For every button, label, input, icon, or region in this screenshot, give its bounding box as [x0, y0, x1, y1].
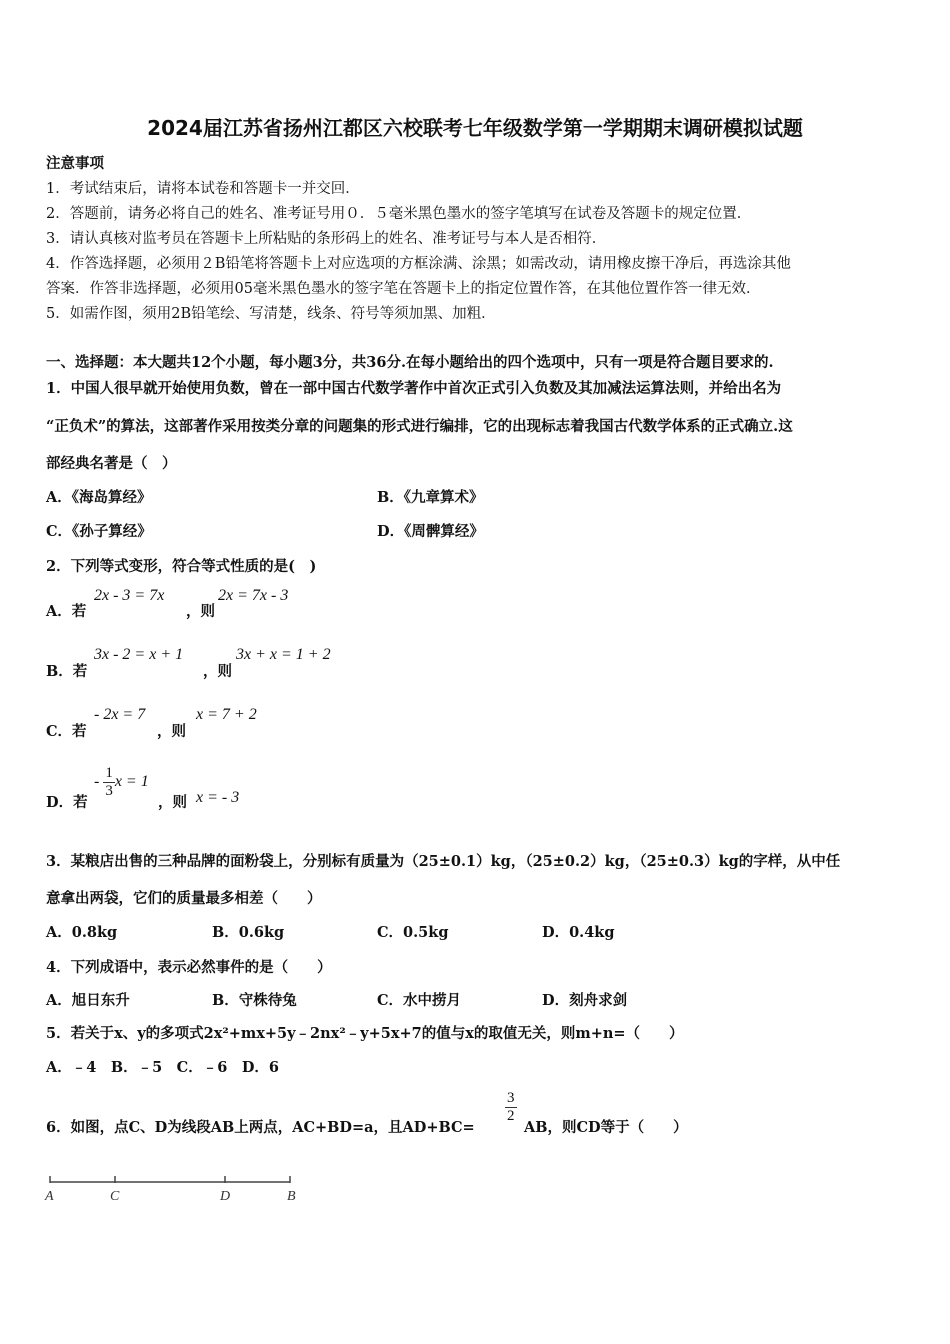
- q2-b-condition: 3x - 2 = x + 1: [94, 646, 184, 663]
- q3-line: 意拿出两袋，它们的质量最多相差（ ）: [46, 890, 322, 907]
- q5-stem: 5．若关于x、y的多项式2x²+mx+5y﹣2nx²﹣y+5x+7的值与x的取值无关，则m+n=（ ）: [46, 1025, 684, 1042]
- fraction: [103, 765, 115, 800]
- segment-figure: [40, 1170, 320, 1210]
- point-label-d: D: [220, 1189, 231, 1204]
- condition-tail: x = 1: [114, 773, 149, 791]
- option-label: A．: [46, 603, 72, 620]
- if-word: 若: [71, 603, 87, 620]
- q1-line: 1．中国人很早就开始使用负数，曾在一部中国古代数学著作中首次正式引入负数及其加减法运算法则，并给出名为: [46, 380, 782, 397]
- q1-line: “正负术”的算法，这部著作采用按类分章的问题集的形式进行编排，它的出现标志着我国古代数学体系的正式确立.这: [46, 418, 793, 435]
- notice-item: 3．请认真核对监考员在答题卡上所粘贴的条形码上的姓名、准考证号与本人是否相符．: [46, 231, 607, 247]
- q3-option-b: B．0.6kg: [212, 924, 285, 941]
- q6-stem-pre: 6．如图，点C、D为线段AB上两点，AC+BD=a，且AD+BC=: [46, 1119, 475, 1136]
- q1-line: 部经典名著是（ ）: [46, 455, 177, 472]
- then-word: ，则: [203, 663, 232, 680]
- fraction-numerator: 1: [105, 765, 113, 781]
- minus-sign: -: [94, 773, 100, 791]
- q2-d-condition: [94, 765, 149, 800]
- if-word: 若: [73, 794, 88, 811]
- q1-option-c: C．《孙子算经》: [46, 523, 152, 540]
- then-word: ，则: [158, 794, 187, 811]
- q1-option-a: A．《海岛算经》: [46, 489, 152, 506]
- q6-fraction: [505, 1090, 517, 1125]
- notice-item: 1．考试结束后，请将本试卷和答题卡一并交回．: [46, 181, 360, 197]
- notice-heading: 注意事项: [46, 155, 104, 172]
- q3-option-d: D．0.4kg: [542, 924, 615, 941]
- option-label: B．: [46, 663, 73, 680]
- q2-c-condition: - 2x = 7: [94, 706, 146, 723]
- fraction-denominator: 3: [105, 783, 113, 799]
- q1-option-d: D．《周髀算经》: [377, 523, 484, 540]
- q4-option-b: B．守株待兔: [212, 992, 297, 1009]
- q3-option-a: A．0.8kg: [46, 924, 118, 941]
- q2-a-condition: 2x - 3 = 7x: [94, 587, 165, 604]
- q2-option-a: [46, 600, 86, 621]
- notice-item: 答案．作答非选择题，必须用05毫米黑色墨水的签字笔在答题卡上的指定位置作答，在其他位置作答一律无效．: [46, 281, 761, 297]
- q4-option-d: D．刻舟求剑: [542, 992, 628, 1009]
- q4-option-a: A．旭日东升: [46, 992, 130, 1009]
- q2-option-b: [46, 660, 87, 681]
- option-label: C．: [46, 723, 73, 740]
- point-label-c: C: [110, 1189, 120, 1204]
- exam-title: 2024届江苏省扬州江都区六校联考七年级数学第一学期期末调研模拟试题: [147, 116, 803, 140]
- then-word: ，则: [157, 723, 186, 740]
- q2-option-d: [46, 791, 88, 812]
- q2-option-c: [46, 720, 87, 741]
- fraction: [505, 1090, 517, 1125]
- q2-d-result: x = - 3: [196, 789, 240, 806]
- q2-b-result: 3x + x = 1 + 2: [236, 646, 331, 663]
- q2-stem: 2．下列等式变形，符合等式性质的是( ): [46, 558, 317, 575]
- q6-stem-post: AB，则CD等于（ ）: [524, 1119, 688, 1136]
- q3-option-c: C．0.5kg: [377, 924, 449, 941]
- notice-item: 5．如需作图，须用2B铅笔绘、写清楚，线条、符号等须加黑、加粗．: [46, 306, 496, 322]
- fraction-numerator: 3: [507, 1090, 515, 1106]
- if-word: 若: [72, 723, 87, 740]
- option-label: D．: [46, 794, 74, 811]
- q4-option-c: C．水中捞月: [377, 992, 462, 1009]
- q2-c-result: x = 7 + 2: [196, 706, 257, 723]
- notice-item: 4．作答选择题，必须用２B铅笔将答题卡上对应选项的方框涂满、涂黑；如需改动，请用橡皮擦干净后，再选涂其他: [46, 256, 791, 272]
- if-word: 若: [72, 663, 88, 680]
- q3-line: 3．某粮店出售的三种品牌的面粉袋上，分别标有质量为（25±0.1）kg，（25±0.2）kg，（25±0.3）kg的字样，从中任: [46, 853, 841, 870]
- q5-options: A．﹣4 B．﹣5 C．﹣6 D．6: [46, 1059, 279, 1076]
- point-label-b: B: [287, 1189, 296, 1204]
- q1-option-b: B．《九章算术》: [377, 489, 484, 506]
- then-word: ，则: [186, 603, 215, 620]
- section-heading: 一、选择题：本大题共12个小题，每小题3分，共36分.在每小题给出的四个选项中，只有一项是符合题目要求的.: [46, 354, 774, 371]
- q2-a-result: 2x = 7x - 3: [218, 587, 289, 604]
- notice-item: 2．答题前，请务必将自己的姓名、准考证号用０．５毫米黑色墨水的签字笔填写在试卷及答题卡的规定位置．: [46, 206, 752, 222]
- fraction-denominator: 2: [507, 1108, 515, 1124]
- point-label-a: A: [45, 1189, 54, 1204]
- q4-stem: 4．下列成语中，表示必然事件的是（ ）: [46, 959, 332, 976]
